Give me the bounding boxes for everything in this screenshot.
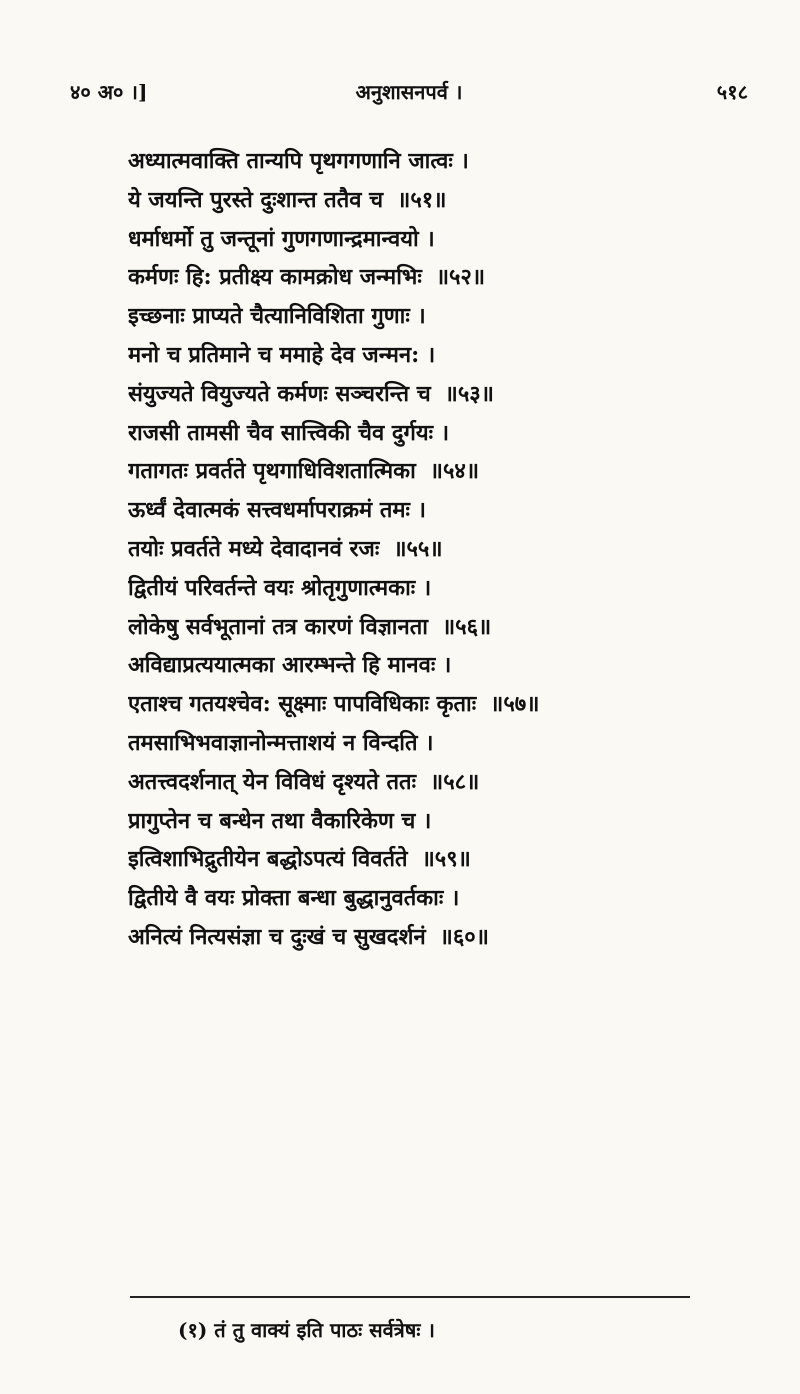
- verse-line: [128, 258, 728, 297]
- verse-number: ॥५६॥: [441, 613, 492, 640]
- verse-number: ॥५९॥: [421, 846, 471, 873]
- verse-line: [128, 840, 728, 879]
- verse-line: [128, 879, 728, 918]
- header-page-number: ५१८: [716, 80, 748, 104]
- verse-text: ऊर्ध्वं देवात्मकं सत्त्वधर्मापराक्रमं तमः ।: [128, 497, 426, 524]
- verse-line: [128, 569, 728, 608]
- verse-body: [128, 142, 728, 957]
- footnote: (१) तं तु वाक्यं इति पाठः सर्वत्रेषः ।: [178, 1318, 435, 1342]
- verse-line: [128, 491, 728, 530]
- verse-line: [128, 414, 728, 453]
- verse-text: ये जयन्ति पुरस्ते दुःशान्त ततैव च: [128, 186, 384, 213]
- verse-number: ॥६०॥: [439, 923, 489, 950]
- verse-line: [128, 646, 728, 685]
- verse-text: अध्यात्मवाक्ति तान्यपि पृथगगणानि जात्वः ।: [128, 148, 469, 174]
- verse-text: राजसी तामसी चैव सात्त्विकी चैव दुर्गयः ।: [128, 419, 450, 446]
- verse-text: गतागतः प्रवर्तते पृथगाधिविशतात्मिका: [128, 458, 416, 485]
- verse-text: अतत्त्वदर्शनात् येन विविधं दृश्यते ततः: [128, 768, 417, 795]
- verse-text: कर्मणः हि: प्रतीक्ष्य कामक्रोध जन्मभिः: [128, 264, 422, 291]
- verse-line: [128, 802, 728, 841]
- verse-text: प्रागुप्तेन च बन्धेन तथा वैकारिकेण च ।: [128, 807, 432, 834]
- verse-number: ॥५२॥: [435, 264, 486, 291]
- verse-number: ॥५४॥: [429, 458, 480, 485]
- verse-number: ॥५७॥: [490, 691, 540, 718]
- verse-line: [128, 181, 728, 220]
- verse-line: [128, 918, 728, 957]
- verse-number: ॥५१॥: [397, 186, 447, 213]
- verse-text: अनित्यं नित्यसंज्ञा च दुःखं च सुखदर्शनं: [128, 923, 426, 950]
- verse-line: [128, 530, 728, 569]
- verse-text: इच्छनाः प्राप्यते चैत्यानिविशिता गुणाः ।: [128, 303, 426, 330]
- verse-line: [128, 763, 728, 802]
- verse-text: धर्माधर्मो तु जन्तूनां गुणगणान्द्रमान्वयो ।: [128, 225, 435, 252]
- verse-text: अविद्याप्रत्ययात्मका आरम्भन्ते हि मानवः ।: [128, 652, 452, 679]
- verse-line: [128, 336, 728, 375]
- verse-line: [128, 724, 728, 763]
- verse-number: ॥५५॥: [393, 535, 443, 562]
- verse-line: [128, 452, 728, 491]
- verse-text: संयुज्यते वियुज्यते कर्मणः सञ्चरन्ति च: [128, 380, 431, 407]
- header-chapter: ४० अ० ।]: [70, 80, 148, 104]
- verse-text: लोकेषु सर्वभूतानां तत्र कारणं विज्ञानता: [128, 613, 428, 640]
- verse-line: [128, 685, 728, 724]
- verse-line: [128, 375, 728, 414]
- verse-line: [128, 297, 728, 336]
- verse-number: ॥५३॥: [444, 380, 494, 407]
- verse-text: द्वितीयं परिवर्तन्ते वयः श्रोतृगुणात्मकाः ।: [128, 574, 432, 601]
- verse-number: ॥५८॥: [430, 768, 480, 795]
- verse-line: [128, 142, 728, 181]
- verse-text: तमसाभिभवाज्ञानोन्मत्ताशयं न विन्दति ।: [128, 729, 434, 756]
- page-header: [70, 78, 748, 108]
- verse-text: एताश्च गतयश्चेव: सूक्ष्माः पापविधिकाः कृताः: [128, 691, 477, 718]
- header-title: अनुशासनपर्व ।: [355, 80, 463, 104]
- verse-line: [128, 608, 728, 647]
- verse-text: मनो च प्रतिमाने च ममाहे देव जन्मन: ।: [128, 341, 436, 368]
- verse-text: द्वितीये वै वयः प्रोक्ता बन्धा बुद्धानुवर्तकाः ।: [128, 885, 460, 912]
- footnote-divider: [130, 1296, 690, 1298]
- verse-line: [128, 220, 728, 259]
- verse-text: तयोः प्रवर्तते मध्ये देवादानवं रजः: [128, 535, 380, 562]
- verse-text: इत्विशाभिद्रुतीयेन बद्धोऽपत्यं विवर्तते: [128, 846, 408, 873]
